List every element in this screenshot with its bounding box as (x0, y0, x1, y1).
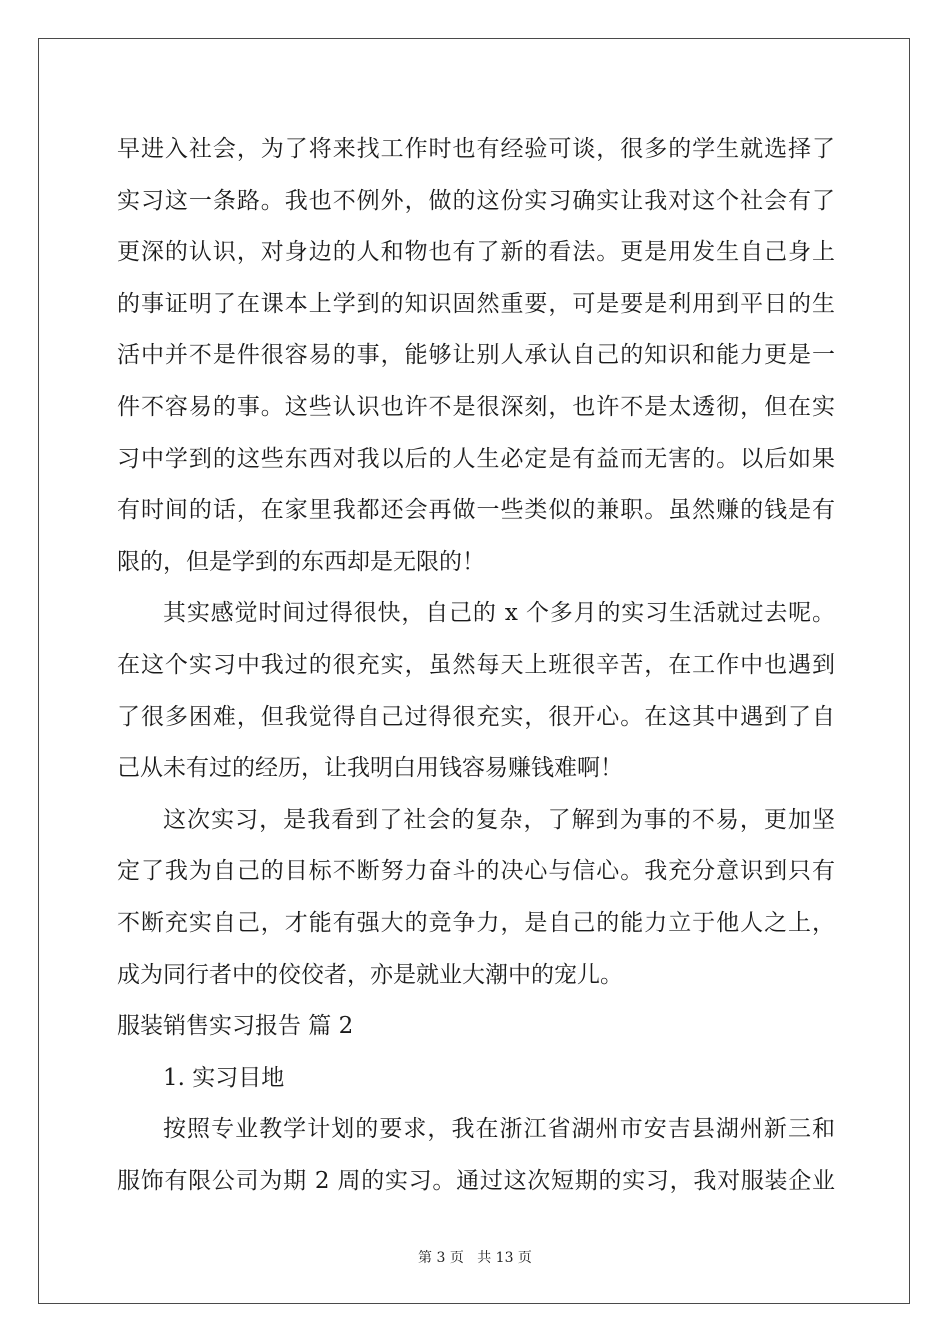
text-line: 在这个实习中我过的很充实，虽然每天上班很辛苦，在工作中也遇到 (117, 651, 835, 678)
text-line: 更深的认识，对身边的人和物也有了新的看法。更是用发生自己身上 (117, 239, 835, 266)
text-line: 其实感觉时间过得很快，自己的 x 个多月的实习生活就过去呢。 (163, 600, 835, 627)
text-line: 成为同行者中的佼佼者，亦是就业大潮中的宠儿。 (117, 961, 623, 988)
text-line: 习中学到的这些东西对我以后的人生必定是有益而无害的。以后如果 (117, 445, 835, 472)
text-line: 不断充实自己，才能有强大的竞争力，是自己的能力立于他人之上， (117, 909, 835, 936)
text-line: 服饰有限公司为期 2 周的实习。通过这次短期的实习，我对服装企业 (117, 1167, 835, 1194)
text-line: 早进入社会，为了将来找工作时也有经验可谈，很多的学生就选择了 (117, 136, 835, 162)
text-line: 这次实习，是我看到了社会的复杂，了解到为事的不易，更加坚 (163, 806, 835, 833)
page-total: 共 13 页 (477, 1250, 532, 1266)
text-line: 的事证明了在课本上学到的知识固然重要，可是要是利用到平日的生 (117, 290, 835, 317)
document-body (117, 124, 835, 1207)
text-line: 服装销售实习报告 篇 2 (117, 1013, 354, 1040)
text-line: 己从未有过的经历，让我明白用钱容易赚钱难啊！ (117, 755, 623, 782)
text-line: 限的，但是学到的东西却是无限的！ (117, 548, 485, 575)
text-line: 定了我为自己的目标不断努力奋斗的决心与信心。我充分意识到只有 (117, 858, 835, 885)
text-line: 1. 实习目地 (163, 1064, 285, 1091)
text-line: 活中并不是件很容易的事，能够让别人承认自己的知识和能力更是一 (117, 342, 835, 369)
text-line: 按照专业教学计划的要求，我在浙江省湖州市安吉县湖州新三和 (163, 1116, 835, 1143)
text-line: 了很多困难，但我觉得自己过得很充实，很开心。在这其中遇到了自 (117, 703, 835, 730)
page-number: 第 3 页 (418, 1250, 464, 1266)
page-footer (0, 1247, 950, 1267)
text-line: 实习这一条路。我也不例外，做的这份实习确实让我对这个社会有了 (117, 187, 835, 214)
text-line: 有时间的话，在家里我都还会再做一些类似的兼职。虽然赚的钱是有 (117, 497, 835, 524)
text-line: 件不容易的事。这些认识也许不是很深刻，也许不是太透彻，但在实 (117, 393, 835, 420)
